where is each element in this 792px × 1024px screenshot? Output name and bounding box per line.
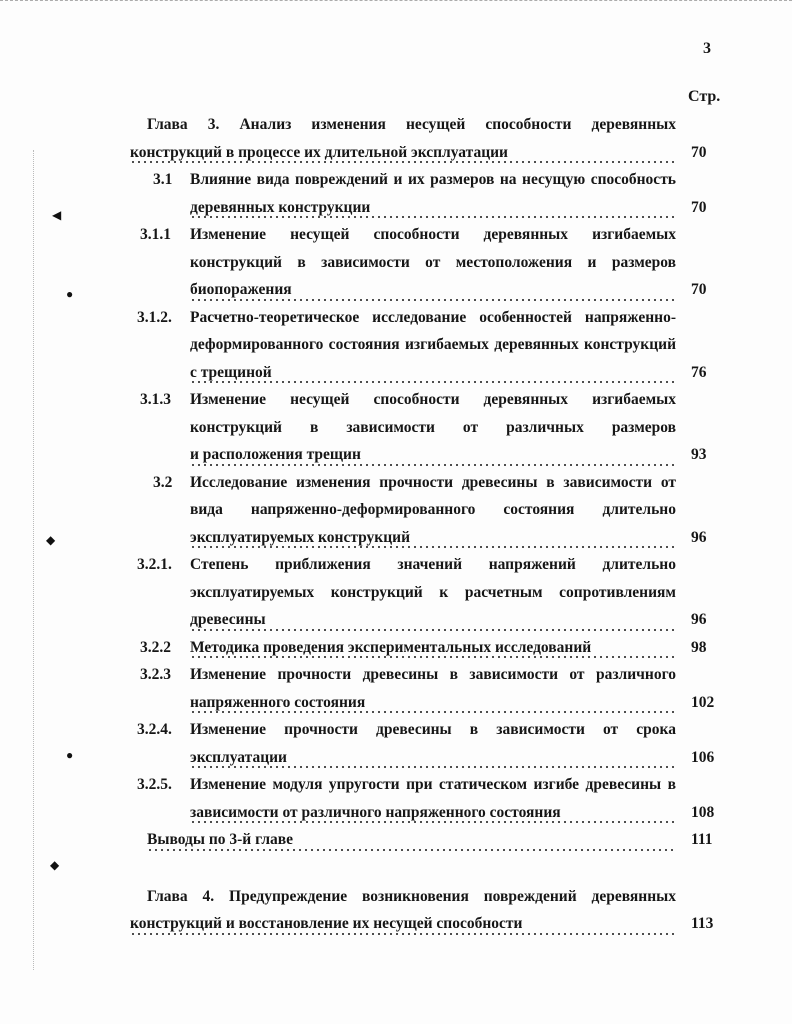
- toc-entry-title-line: [190, 611, 676, 639]
- toc-entry-page: 70: [691, 143, 707, 161]
- scan-speck: ●: [66, 287, 74, 301]
- toc-entry-title-line: конструкций в зависимости от различных размеров: [190, 418, 676, 436]
- dot-leader: [190, 464, 676, 466]
- dot-leader: [190, 711, 676, 713]
- toc-entry-number: 3.1.2.: [137, 308, 172, 326]
- toc-entry-title-line: Изменение прочности древесины в зависимости от различного: [190, 666, 676, 683]
- toc-entry-page: 113: [691, 915, 714, 932]
- toc-entry-number: 3.2.1.: [137, 556, 172, 573]
- toc-entry-title-line: Изменение несущей способности деревянных изгибаемых: [190, 226, 676, 243]
- toc-entry-title: с трещиной: [190, 363, 272, 381]
- toc-entry-title: деревянных конструкции: [190, 198, 371, 216]
- toc-entry-title-line: Влияние вида повреждений и их размеров на несущую способность: [190, 171, 676, 188]
- toc-entry-title-line: [190, 281, 676, 309]
- page-number: 3: [703, 40, 711, 57]
- toc-entry-title-line: Глава 4. Предупреждение возникновения повреждений деревянных: [147, 887, 676, 905]
- toc-entry-title-line: [130, 144, 676, 172]
- toc-entry-number: 3.2: [153, 473, 173, 491]
- page-column-header: Стр.: [688, 88, 721, 105]
- dot-leader: [130, 933, 676, 935]
- toc-entry-title: Методика проведения экспериментальных исследований: [190, 638, 592, 656]
- toc-entry-title-line: Изменение модуля упругости при статическом изгибе древесины в: [190, 776, 676, 793]
- toc-entry: [0, 888, 792, 943]
- scan-speck: ◆: [46, 533, 56, 547]
- toc-entry-title-line: Глава 3. Анализ изменения несущей способности деревянных: [147, 116, 676, 133]
- toc-entry-title-line: [130, 915, 676, 943]
- toc-entry-page: 70: [691, 281, 707, 298]
- toc-entry-page: 106: [691, 748, 715, 766]
- toc-entry-title: биопоражения: [190, 281, 292, 298]
- scan-top-edge: [0, 0, 792, 3]
- toc-entry-title: напряженного состояния: [190, 693, 366, 711]
- toc-entry: [0, 391, 792, 474]
- toc-entry-page: 102: [691, 693, 715, 711]
- toc-entry-title-line: Степень приближения значений напряжений длительно: [190, 556, 676, 573]
- toc-entry-page: 93: [691, 446, 707, 463]
- toc-entry-title: и расположения трещин: [190, 446, 361, 463]
- toc-entry: [0, 171, 792, 226]
- scan-speck: ●: [66, 748, 74, 762]
- dot-leader: [190, 656, 676, 658]
- toc-entry: [0, 776, 792, 831]
- toc-entry-title: древесины: [190, 611, 266, 628]
- toc-entry-title: зависимости от различного напряженного состояния: [190, 803, 561, 821]
- toc-entry-number: 3.2.4.: [137, 721, 172, 738]
- toc-entry-page: 111: [691, 831, 713, 848]
- dot-leader: [190, 216, 676, 218]
- toc-entry: [0, 721, 792, 776]
- toc-entry-title-line: [190, 199, 676, 227]
- toc-entry-page: 96: [691, 528, 707, 546]
- toc-entry-title: конструкций и восстановление их несущей способности: [130, 915, 523, 932]
- toc-entry-page: 70: [691, 198, 707, 216]
- toc-entry-title-line: конструкций в зависимости от местоположения и размеров: [190, 253, 676, 271]
- toc-entry: [0, 831, 792, 859]
- toc-entry-title-line: Расчетно-теоретическое исследование особенностей напряженно-: [190, 308, 676, 326]
- toc-entry-title-line: деформированного состояния изгибаемых деревянных конструкций: [190, 336, 676, 353]
- toc-entry-page: 108: [691, 803, 715, 821]
- toc-entry-number: 3.2.5.: [137, 776, 172, 793]
- toc-entry-title-line: Изменение прочности древесины в зависимости от срока: [190, 721, 676, 738]
- toc-entry: [0, 556, 792, 639]
- toc-entry-number: 3.2.2: [140, 638, 171, 656]
- toc-entry-title-line: [190, 749, 676, 777]
- scan-speck: ◀: [52, 208, 62, 222]
- toc-entry-number: 3.1.1: [140, 226, 171, 243]
- dot-leader: [147, 849, 676, 851]
- toc-entry: [0, 666, 792, 721]
- toc-entry-title-line: [190, 364, 676, 392]
- toc-entry-page: 96: [691, 611, 707, 628]
- toc-entry-title-line: Изменение несущей способности деревянных изгибаемых: [190, 391, 676, 408]
- toc-entry: [0, 474, 792, 557]
- dot-leader: [190, 546, 676, 548]
- toc-entry-title: Выводы по 3-й главе: [147, 831, 294, 848]
- toc-entry-title-line: [190, 639, 676, 667]
- dot-leader: [190, 821, 676, 823]
- dot-leader: [190, 766, 676, 768]
- toc-entry-page: 76: [691, 363, 707, 381]
- toc-entry-title: эксплуатации: [190, 748, 287, 766]
- toc-entry-title-line: [190, 446, 676, 474]
- toc-entry-title-line: [147, 831, 676, 859]
- toc-entry-title: эксплуатируемых конструкций: [190, 528, 411, 546]
- toc-entry-title-line: вида напряженно-деформированного состояния длительно: [190, 501, 676, 518]
- toc-entry-title: конструкций в процессе их длительной эксплуатации: [130, 143, 508, 161]
- toc-entry-title-line: [190, 804, 676, 832]
- toc-entry-number: 3.2.3: [140, 666, 171, 683]
- toc-entry: [0, 116, 792, 171]
- toc-entry-title-line: эксплуатируемых конструкций к расчетным сопротивлениям: [190, 583, 676, 601]
- table-of-contents: [0, 116, 792, 943]
- dot-leader: [190, 381, 676, 383]
- dot-leader: [130, 161, 676, 163]
- toc-entry: [0, 309, 792, 392]
- toc-entry: [0, 226, 792, 309]
- toc-entry-number: 3.1: [153, 171, 173, 188]
- scan-speck: ◆: [50, 858, 60, 872]
- toc-entry-page: 98: [691, 638, 707, 656]
- toc-entry-title-line: Исследование изменения прочности древесины в зависимости от: [190, 473, 676, 491]
- dot-leader: [190, 299, 676, 301]
- dot-leader: [190, 629, 676, 631]
- toc-entry-number: 3.1.3: [140, 391, 171, 408]
- toc-entry: [0, 639, 792, 667]
- toc-entry-title-line: [190, 529, 676, 557]
- toc-entry-title-line: [190, 694, 676, 722]
